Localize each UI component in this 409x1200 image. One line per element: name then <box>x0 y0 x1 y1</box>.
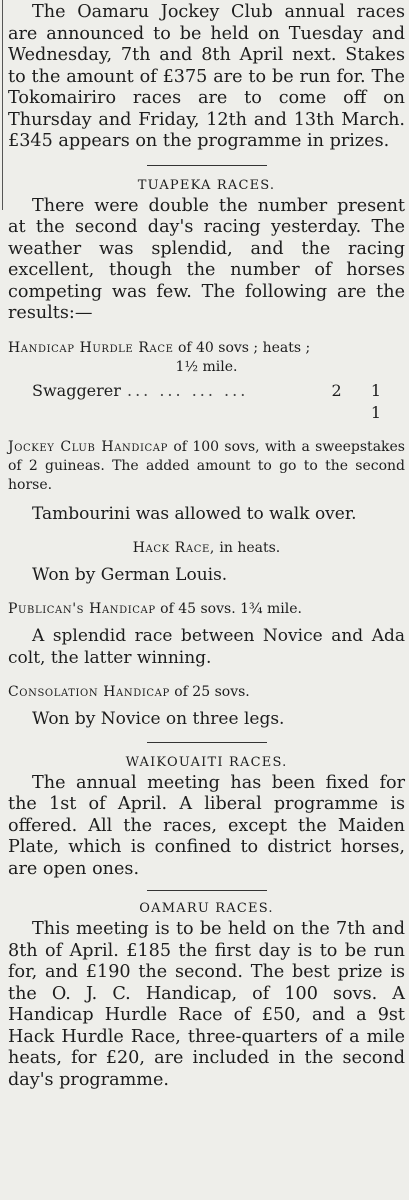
race-entry-row <box>8 380 405 424</box>
race-handicap-hurdle <box>8 339 405 358</box>
race-title: Jockey Club Handicap <box>8 438 168 455</box>
leader-dots: ... ... ... ... <box>127 380 249 400</box>
section-divider <box>147 165 267 166</box>
race-publicans-handicap <box>8 600 405 619</box>
section-divider <box>147 890 267 891</box>
column-left-rule <box>2 0 3 210</box>
race-hack-race <box>8 539 405 558</box>
race-title: Consolation Handicap <box>8 683 170 700</box>
intro-paragraph: The Oamaru Jockey Club annual races are announced to be held on Tuesday and Wednesday, 7th and 8th April next. Stakes to the amount of £375 are to be run for. The Tokomairiro races are to come off on Thursday and Friday, 12th and 13th March. £345 appears on the programme in prizes. <box>8 2 405 151</box>
waikouaiti-heading: WAIKOUAITI RACES. <box>125 754 288 770</box>
race-title: Hack Race, <box>132 539 215 556</box>
race-result: Tambourini was allowed to walk over. <box>32 503 357 524</box>
race-result: A splendid race between Novice and Ada colt, the latter winning. <box>8 625 405 668</box>
waikouaiti-body: The annual meeting has been fixed for the 1st of April. A liberal programme is offered. All the races, except the Maiden Plate, which is confined to district horses, are open ones. <box>8 772 405 879</box>
race-detail: of 100 sovs, with a sweepstakes of 2 guineas. The added amount to go to the second horse. <box>8 438 405 493</box>
oamaru-heading: OAMARU RACES. <box>139 901 274 916</box>
race-detail: of 45 sovs. 1¾ mile. <box>160 600 302 617</box>
race-detail: in heats. <box>219 539 281 556</box>
race-distance: 1½ mile. <box>175 358 238 375</box>
race-title: Publican's Handicap <box>8 600 156 617</box>
heat-results: 2 1 1 <box>331 380 393 422</box>
race-title: Handicap Hurdle Race <box>8 339 174 356</box>
tuapeka-heading: TUAPEKA RACES. <box>137 177 276 193</box>
race-result: Won by Novice on three legs. <box>32 708 285 729</box>
horse-name: Swaggerer <box>32 380 121 400</box>
race-consolation-handicap <box>8 683 405 702</box>
race-detail: of 40 sovs ; heats ; <box>177 339 311 356</box>
race-jockey-club-handicap <box>8 438 405 495</box>
tuapeka-body: There were double the number present at the second day's racing yesterday. The weather was splendid, and the racing excellent, though the number of horses competing was few. The following are the results:— <box>8 195 405 323</box>
race-detail: of 25 sovs. <box>174 683 250 700</box>
race-result: Won by German Louis. <box>32 564 228 585</box>
oamaru-body: This meeting is to be held on the 7th and 8th of April. £185 the first day is to be run for, and £190 the second. The best prize is the O. J. C. Handicap, of 100 sovs. A Handicap Hurdle Race of £50, and a 9st Hack Hurdle Race, three-quarters of a mile heats, for £20, are included in the second day's programme. <box>8 919 405 1090</box>
section-divider <box>147 742 267 743</box>
